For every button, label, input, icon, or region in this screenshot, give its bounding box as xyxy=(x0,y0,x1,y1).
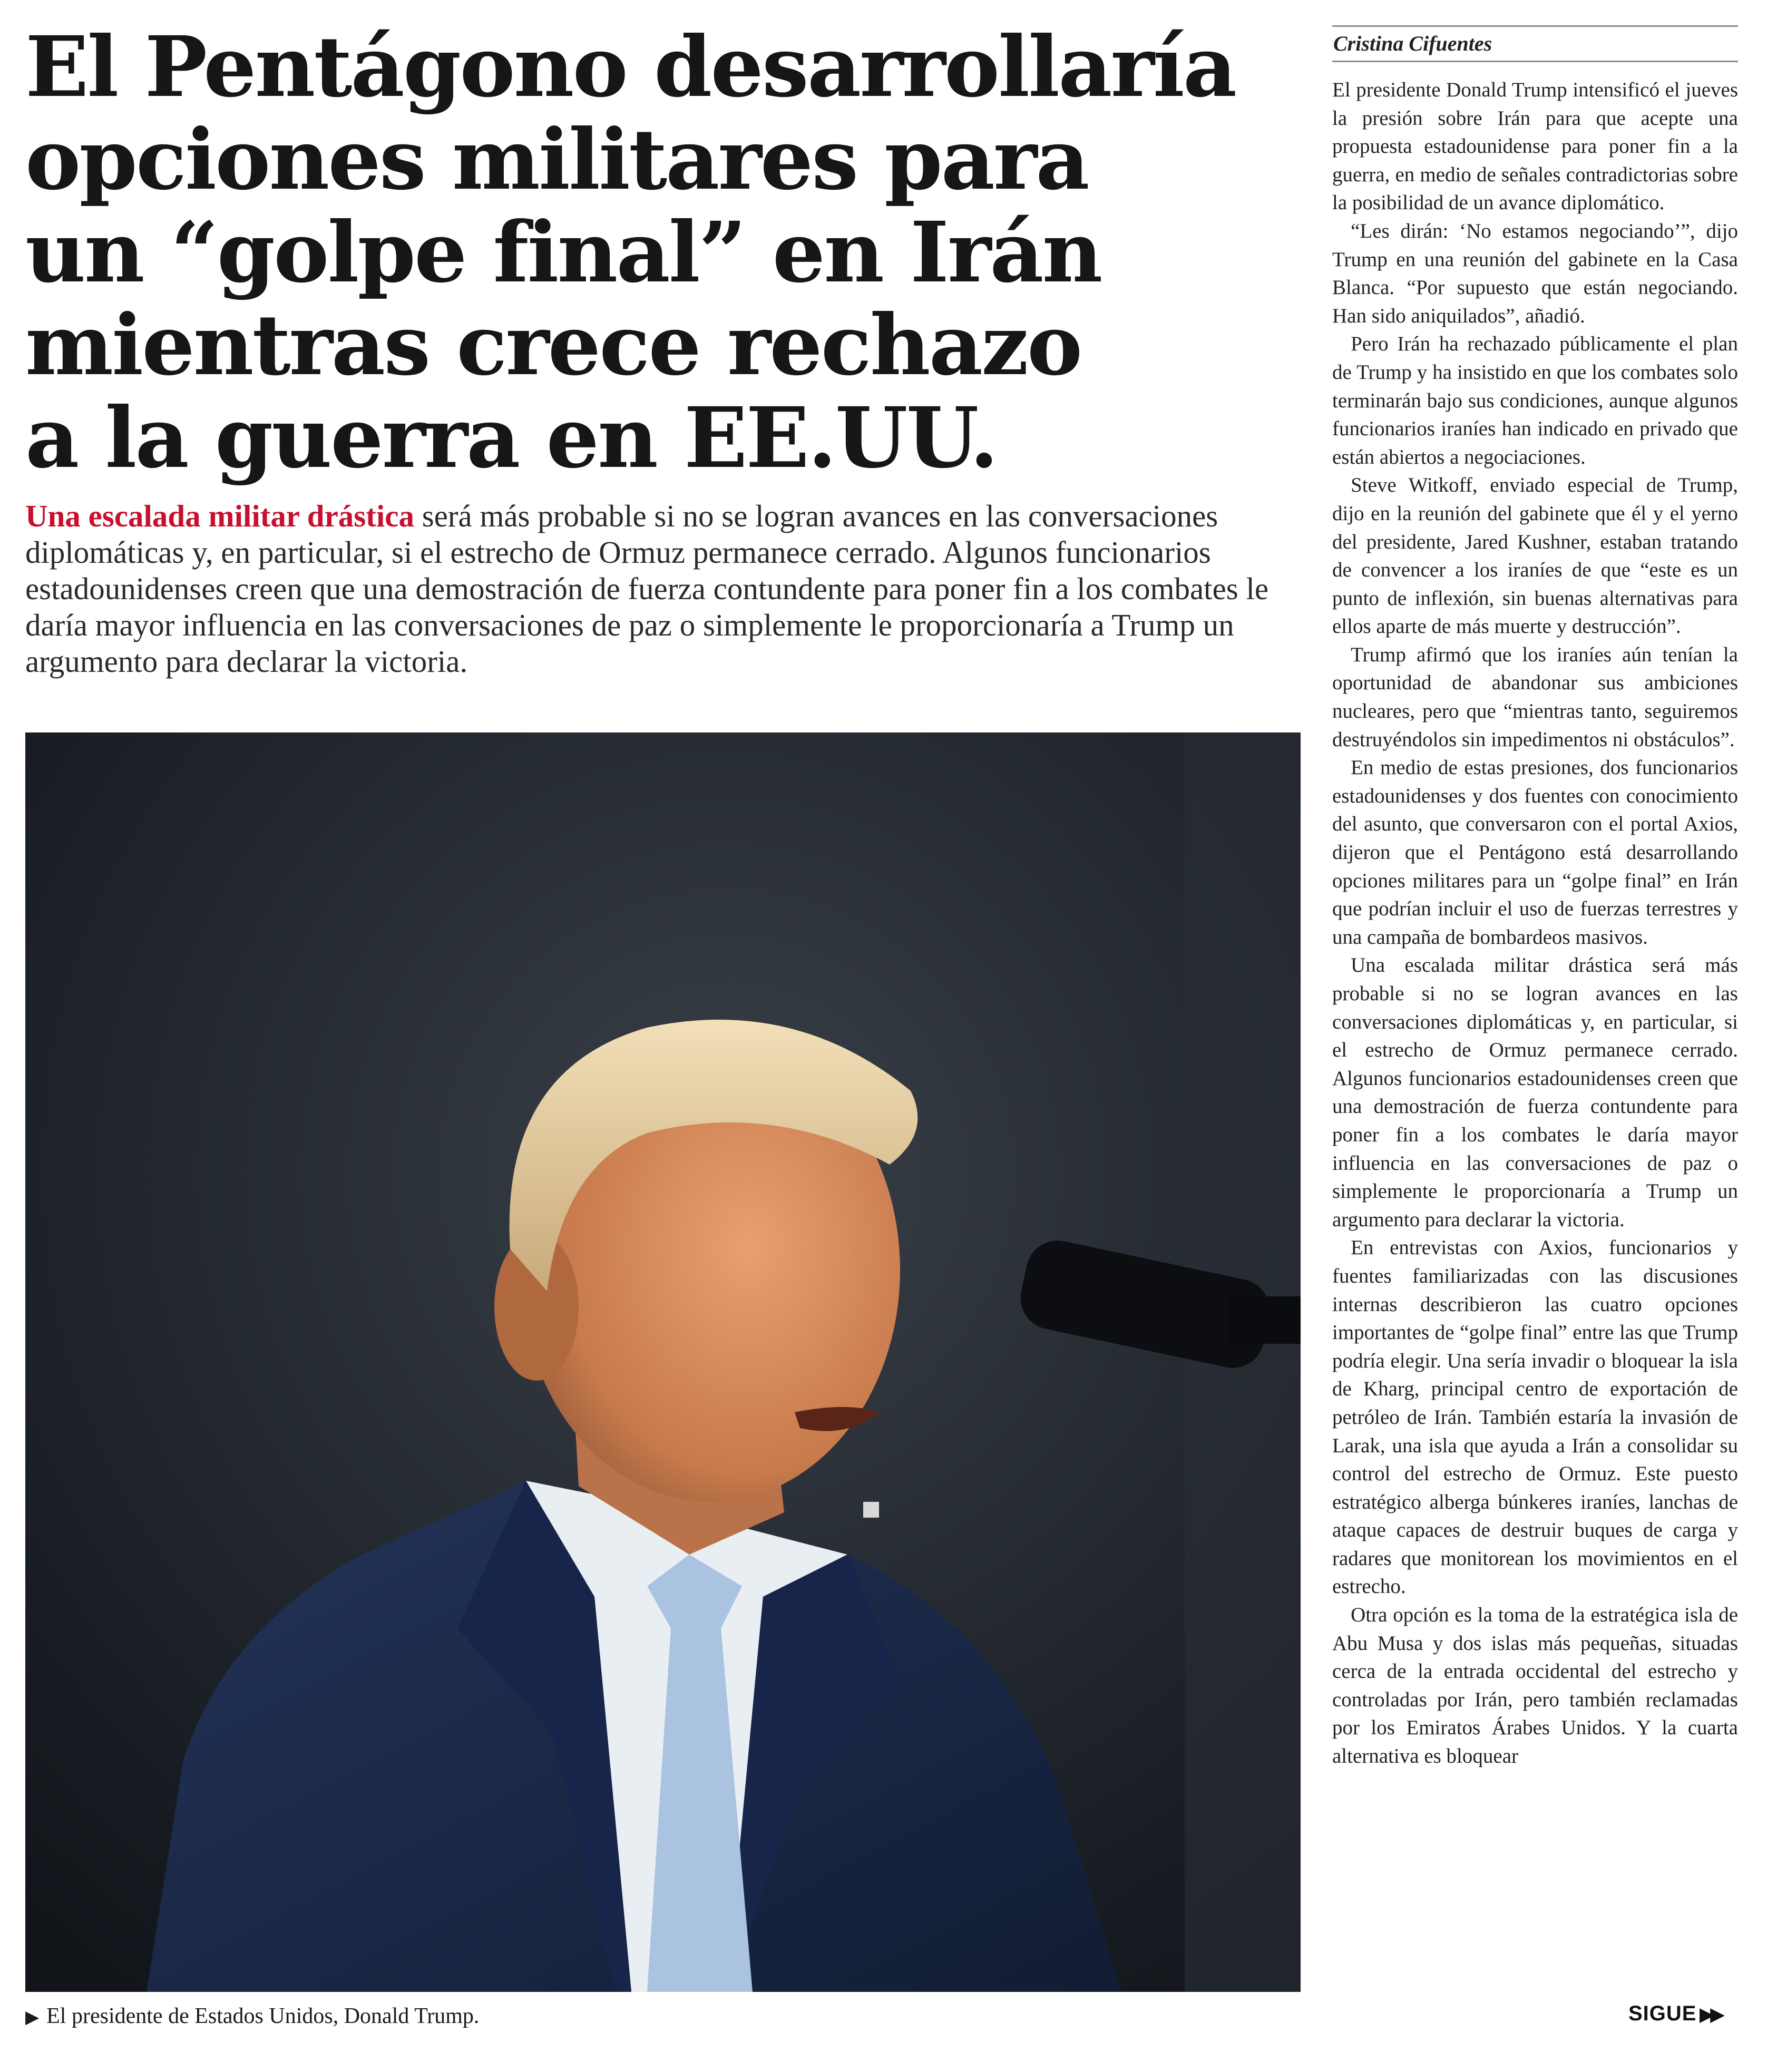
dek-lead: Una escalada militar drástica xyxy=(25,499,414,533)
body-paragraph: “Les dirán: ‘No estamos negociando’”, dijo Trump en una reunión del gabinete en la Casa Blanca. “Por supuesto que están negociando. Han sido aniquilados”, añadió. xyxy=(1332,219,1738,327)
headline-line: a la guerra en EE.UU. xyxy=(25,389,997,487)
dek-text: será más probable si no se logran avances en las conversaciones diplomáticas y, en particular, si el estrecho de Ormuz permanece cerrado. Algunos funcionarios estadounidenses creen que una demostración de fuerza contundente para poner fin a los combates le daría mayor influencia en las conversaciones de paz o simplemente le proporcionaría a Trump un argumento para declarar la victoria. xyxy=(25,499,1269,679)
byline-rule xyxy=(1332,61,1738,62)
body-text xyxy=(1332,76,1738,1771)
headline-line: mientras crece rechazo xyxy=(25,297,1081,394)
caption-triangle-icon: ▶ xyxy=(25,2008,40,2027)
double-arrow-icon: ▶▶ xyxy=(1700,2005,1721,2025)
body-paragraph: En entrevistas con Axios, funcionarios y fuentes familiarizadas con las discusiones internas describieron las cuatro opciones importantes de “golpe final” entre las que Trump podría elegir. Una sería invadir o bloquear la isla de Kharg, principal centro de exportación de petróleo de Irán. También estaría la invasión de Larak, una isla que ayuda a Irán a consolidar su control del estrecho de Ormuz. Este puesto estratégico alberga búnkeres iraníes, lanchas de ataque capaces de destruir buques de carga y radares que monitorean los movimientos en el estrecho. xyxy=(1332,1236,1738,1598)
body-paragraph: En medio de estas presiones, dos funcionarios estadounidenses y dos fuentes con conocimiento del asunto, que conversaron con el portal Axios, dijeron que el Pentágono está desarrollando opciones militares para un “golpe final” en Irán que podrían incluir el uso de fuerzas terrestres y una campaña de bombardeos masivos. xyxy=(1332,756,1738,949)
body-paragraph: Otra opción es la toma de la estratégica isla de Abu Musa y dos islas más pequeñas, situadas cerca de la entrada occidental del estrecho y controladas por Irán, pero también reclamadas por los Emiratos Árabes Unidos. Y la cuarta alternativa es bloquear xyxy=(1332,1604,1738,1768)
headline-line: un “golpe final” en Irán xyxy=(25,204,1101,301)
body-paragraph: Pero Irán ha rechazado públicamente el plan de Trump y ha insistido en que los combates solo terminarán bajo sus condiciones, aunque algunos funcionarios iraníes han indicado en privado que están abiertos a negociaciones. xyxy=(1332,333,1738,468)
body-paragraph: Una escalada militar drástica será más probable si no se logran avances en las conversaciones diplomáticas y, en particular, si el estrecho de Ormuz permanece cerrado. Algunos funcionarios estadounidenses creen que una demostración de fuerza contundente para poner fin a los combates le daría mayor influencia en las conversaciones de paz o simplemente le proporcionaría a Trump un argumento para declarar la victoria. xyxy=(1332,954,1738,1231)
body-paragraph: Trump afirmó que los iraníes aún tenían la oportunidad de abandonar sus ambiciones nucleares, pero que “mientras tanto, seguiremos destruyéndolos sin impedimentos ni obstáculos”. xyxy=(1332,643,1738,751)
body-paragraph: El presidente Donald Trump intensificó el jueves la presión sobre Irán para que acepte una propuesta estadounidense para poner fin a la guerra, en medio de señales contradictorias sobre la posibilidad de un avance diplomático. xyxy=(1332,79,1738,214)
byline: Cristina Cifuentes xyxy=(1333,32,1492,55)
body-paragraph: Steve Witkoff, enviado especial de Trump, dijo en la reunión del gabinete que él y el yerno del presidente, Jared Kushner, estaban tratando de convencer a los iraníes de que “este es un punto de inflexión, sin buenas alternativas para ellos aparte de más muerte y destrucción”. xyxy=(1332,474,1738,638)
caption-text: El presidente de Estados Unidos, Donald Trump. xyxy=(46,2004,480,2028)
continue-label: SIGUE xyxy=(1628,2002,1697,2025)
article-photo xyxy=(25,732,1301,1992)
headline xyxy=(25,18,1301,487)
headline-line: opciones militares para xyxy=(25,111,1088,209)
photo-caption xyxy=(25,2002,479,2031)
headline-line: El Pentágono desarrollaría xyxy=(25,18,1236,116)
article-dek xyxy=(25,498,1311,680)
article-body-column xyxy=(1332,25,1738,1771)
photo-illustration xyxy=(25,732,1301,1992)
continue-marker xyxy=(1628,2000,1721,2028)
